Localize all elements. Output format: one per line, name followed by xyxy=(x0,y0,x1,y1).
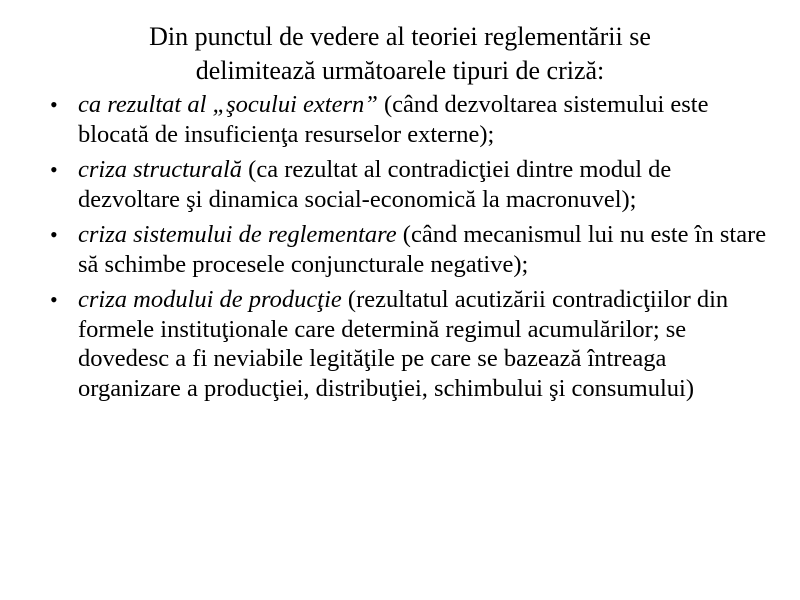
bullet-list xyxy=(0,90,800,409)
bullet-text: (rezultatul acutizării contradicţiilor din formele instituţionale care determină regimul acumulărilor; se dovedesc a fi neviabile legităţile pe care se bazează întreaga organizare a producţiei, distribuţiei, schimbului şi consumului) xyxy=(78,286,729,402)
bullet-text: (când mecanismul lui nu este în stare să schimbe procesele conjuncturale negative); xyxy=(78,221,767,278)
title-line-1: Din punctul de vedere al teoriei reglementării se xyxy=(149,22,651,51)
bullet-emphasis: ca rezultat al „şocului extern” xyxy=(78,91,378,118)
bullet-text: (ca rezultat al contradicţiei dintre modul de dezvoltare şi dinamica social-economică la macronuvel); xyxy=(78,156,672,213)
bullet-text: (când dezvoltarea sistemului este blocată de insuficienţa resurselor externe); xyxy=(78,91,709,148)
bullet-emphasis: criza sistemului de reglementare xyxy=(78,221,397,248)
bullet-item xyxy=(0,90,800,149)
bullet-dot-icon: • xyxy=(50,222,58,247)
bullet-item xyxy=(0,155,800,214)
bullet-item xyxy=(0,285,800,403)
bullet-dot-icon: • xyxy=(50,92,58,117)
slide-title xyxy=(60,20,740,88)
bullet-dot-icon: • xyxy=(50,157,58,182)
title-line-2: delimitează următoarele tipuri de criză: xyxy=(195,56,605,85)
bullet-emphasis: criza modului de producţie xyxy=(78,286,342,313)
bullet-emphasis: criza structurală xyxy=(78,156,243,183)
bullet-dot-icon: • xyxy=(50,287,58,312)
bullet-item xyxy=(0,220,800,279)
